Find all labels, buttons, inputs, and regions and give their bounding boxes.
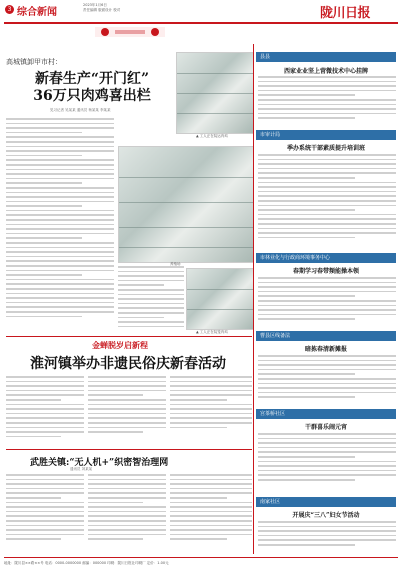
brief-tab-3: 市林业化与行政商环境事务中心 — [256, 253, 396, 263]
story2-headline: 淮河镇举办非遗民俗庆新春活动 — [30, 356, 226, 372]
story3-body-col-3 — [170, 474, 252, 554]
story2-kicker: 金蝉脱岁启新程 — [92, 340, 148, 350]
issue-editors: 责任编辑 版面设计 校对 — [83, 8, 121, 12]
brief-title-4: 暗拣春清新摊报 — [304, 346, 347, 353]
photo-caption-3: ▲ 工人正在装笼肉鸡 — [196, 330, 228, 334]
brief-body-1 — [258, 76, 396, 124]
story2-body-col-1 — [6, 376, 84, 446]
brief-title-1: 西家业业坚上营微技术中心挂牌 — [283, 68, 368, 75]
lead-headline-line2: 36万只肉鸡喜出栏 — [33, 88, 151, 104]
lead-body-col-2 — [118, 266, 184, 330]
brief-body-4 — [258, 355, 396, 403]
newspaper-logo: 陇川日报 — [320, 6, 371, 21]
lead-byline: 见习记者 吴某某 通讯员 杨某某 李某某 — [50, 108, 111, 112]
photo-caption-2: 养殖场 — [170, 262, 181, 266]
issue-meta — [83, 3, 120, 13]
brief-title-2: 季办系统干部素质提升培训班 — [286, 145, 365, 152]
brief-tab-1: 县县 — [256, 52, 396, 62]
story3-byline: 通讯员 刘某某 — [70, 467, 93, 471]
lead-headline — [12, 71, 172, 105]
story3-body-col-2 — [88, 474, 166, 554]
column-divider — [253, 44, 254, 554]
lead-headline-line1: 新春生产“开门红” — [34, 71, 150, 87]
section-title: 综合新闻 — [17, 7, 57, 18]
lead-photo-2 — [118, 146, 254, 263]
lead-photo-1 — [176, 52, 254, 134]
lead-kicker: 高城镇卸甲市村： — [6, 58, 62, 66]
brief-title-5: 干群喜乐闹元宵 — [304, 424, 347, 431]
brief-body-2 — [258, 154, 396, 244]
spring-festival-banner — [95, 25, 165, 39]
brief-body-3 — [258, 277, 396, 325]
page-header — [0, 0, 402, 40]
brief-tab-2: 市审计局 — [256, 130, 396, 140]
issue-date: 2023年1月6日 — [83, 3, 107, 7]
brief-tab-5: 宫茶桥社区 — [256, 409, 396, 419]
brief-body-5 — [258, 433, 396, 491]
header-rule — [4, 22, 398, 24]
brief-title-6: 开展庆“三八”妇女节活动 — [292, 512, 360, 519]
story3-headline: 武胜关镇:“无人机+”织密智治理网 — [30, 458, 169, 468]
section-divider-1 — [6, 336, 252, 337]
brief-title-3: 春期学习春带频能操本领 — [292, 268, 359, 275]
brief-tab-6: 南家社区 — [256, 497, 396, 507]
brief-tab-4: 曹县区线备法 — [256, 331, 396, 341]
photo-caption-1: ▲ 工人正在装运肉鸡 — [196, 134, 228, 138]
lead-body-col-1 — [6, 118, 114, 328]
story3-body-col-1 — [6, 474, 84, 554]
page-number: 3 — [5, 5, 14, 14]
lead-photo-3 — [186, 268, 254, 330]
story2-body-col-2 — [88, 376, 166, 446]
page-footer: 地址：陇川县××路××号 电话：0000-0000000 邮编：000000 印刷：陇川日报社印刷厂 定价：1.00元 — [4, 557, 398, 568]
section-divider-2 — [6, 449, 252, 450]
brief-body-6 — [258, 521, 396, 554]
story2-body-col-3 — [170, 376, 252, 446]
